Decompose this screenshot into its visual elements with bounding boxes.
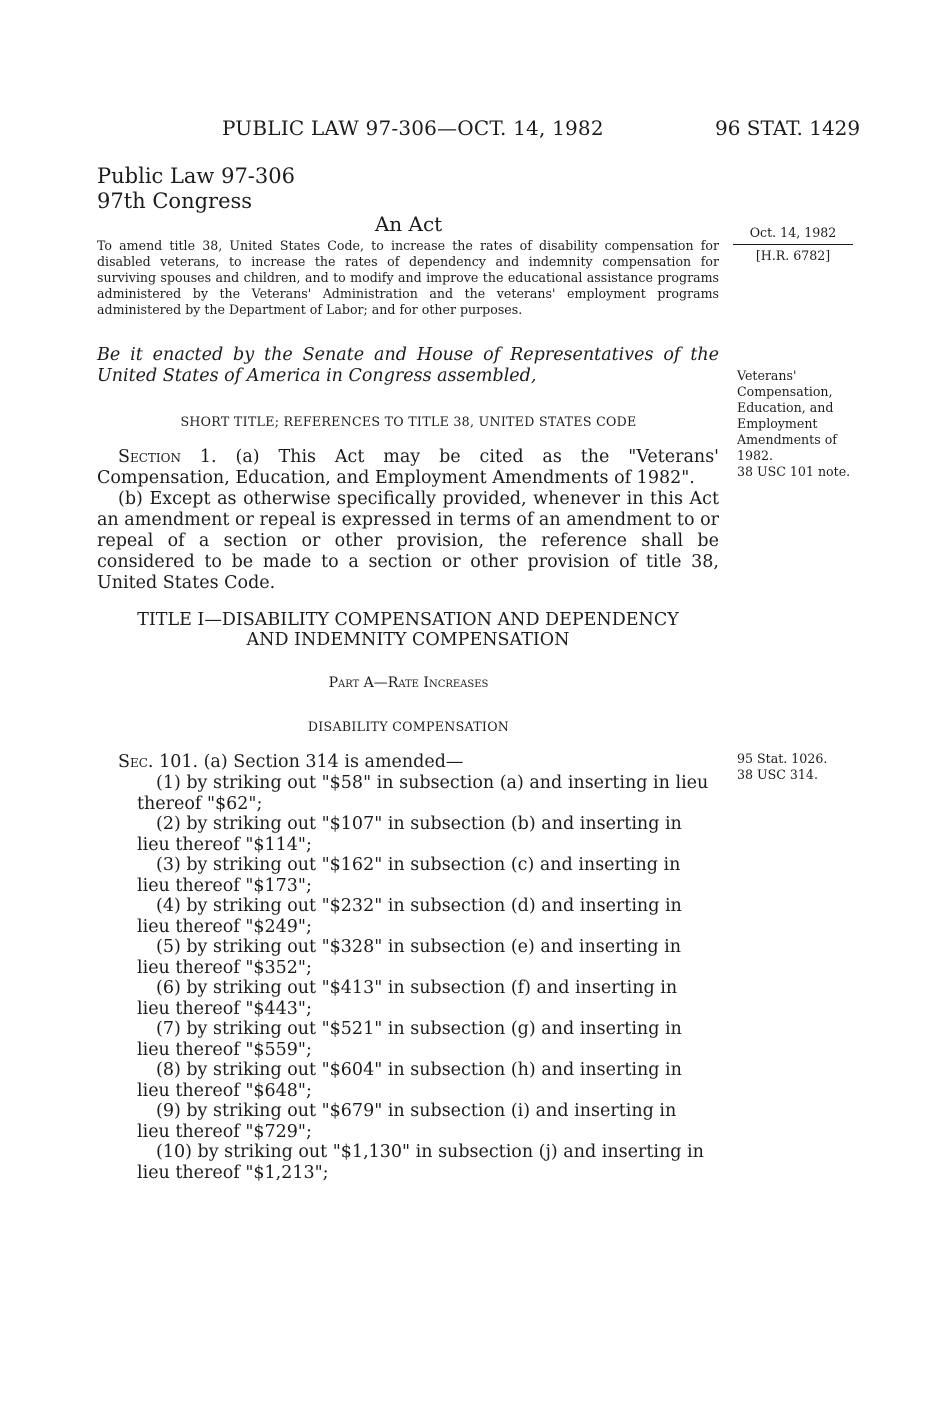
- list-item-line: lieu thereof "$249";: [137, 916, 312, 937]
- list-item-line: (4) by striking out "$232" in subsection (d) and inserting in: [156, 896, 682, 916]
- section-1-a: [97, 447, 719, 489]
- list-item: [97, 814, 719, 855]
- margin-sec101-note: [737, 751, 827, 783]
- part-a-heading: Part A—Rate Increases: [328, 675, 489, 691]
- disability-compensation-heading: DISABILITY COMPENSATION: [307, 719, 510, 734]
- margin-date: Oct. 14, 1982: [749, 225, 837, 240]
- margin-note-line: 95 Stat. 1026.: [737, 751, 828, 766]
- margin-note-line: 38 USC 101 note.: [737, 464, 851, 479]
- title-1-heading: [97, 610, 719, 650]
- list-item-line: (10) by striking out "$1,130" in subsection (j) and inserting in: [156, 1142, 704, 1162]
- list-item-line: lieu thereof "$352";: [137, 957, 312, 978]
- amendment-list: [97, 773, 719, 1183]
- list-item: [97, 773, 719, 814]
- list-item-line: lieu thereof "$443";: [137, 998, 312, 1019]
- list-item-line: (6) by striking out "$413" in subsection (f) and inserting in: [156, 978, 678, 998]
- margin-note-line: Employment: [737, 416, 818, 431]
- list-item-line: (7) by striking out "$521" in subsection (g) and inserting in: [156, 1019, 682, 1039]
- list-item: [97, 896, 719, 937]
- section-101-lead: [97, 752, 719, 773]
- list-item-line: lieu thereof "$1,213";: [137, 1162, 329, 1183]
- margin-date-block: [733, 224, 853, 265]
- margin-note-line: Amendments of: [737, 432, 837, 447]
- list-item: [97, 1101, 719, 1142]
- list-item: [97, 1060, 719, 1101]
- list-item: [97, 855, 719, 896]
- list-item-line: lieu thereof "$114";: [137, 834, 312, 855]
- list-item-line: (1) by striking out "$58" in subsection (a) and inserting in lieu: [156, 773, 709, 793]
- margin-note-line: 38 USC 314.: [737, 767, 818, 782]
- section-1-b: (b) Except as otherwise specifically provided, whenever in this Act an amendment or repeal is expressed in terms of an amendment to or repeal of a section or other provision, the reference shall be considered to be made to a section or other provision of title 38, United States Code.: [97, 489, 719, 593]
- list-item: [97, 1019, 719, 1060]
- enacting-clause: Be it enacted by the Senate and House of Representatives of the United States of America in Congress assembled,: [97, 345, 719, 386]
- act-purpose-text: To amend title 38, United States Code, to increase the rates of disability compensation for disabled veterans, to increase the rates of dependency and indemnity compensation for surviving spouses and children, and to modify and improve the educational assistance programs administered by the Veterans' Administration and the veterans' employment programs administered by the Department of Labor; and for other purposes.: [97, 238, 719, 317]
- act-heading: An Act: [374, 212, 443, 236]
- list-item: [97, 978, 719, 1019]
- list-item-line: lieu thereof "$729";: [137, 1121, 312, 1142]
- section-label: Section: [118, 447, 182, 467]
- title-1-line-1: TITLE I—DISABILITY COMPENSATION AND DEPENDENCY: [137, 610, 679, 630]
- running-header-stat-ref: 96 STAT. 1429: [715, 116, 861, 140]
- list-item: [97, 1142, 719, 1183]
- law-title-block: [97, 164, 295, 214]
- margin-note-line: Veterans': [737, 368, 797, 383]
- list-item-line: lieu thereof "$648";: [137, 1080, 312, 1101]
- section-1-a-text: 1. (a) This Act may be cited as the "Veterans' Compensation, Education, and Employment Amendments of 1982".: [97, 447, 719, 488]
- act-purpose: [97, 238, 719, 318]
- title-1-line-2: AND INDEMNITY COMPENSATION: [246, 630, 570, 650]
- margin-bill-number: [H.R. 6782]: [733, 244, 853, 265]
- list-item-line: lieu thereof "$559";: [137, 1039, 312, 1060]
- list-item-line: (5) by striking out "$328" in subsection (e) and inserting in: [156, 937, 681, 957]
- congress-number: 97th Congress: [97, 189, 253, 213]
- margin-note-line: Compensation,: [737, 384, 833, 399]
- running-header-law-date: PUBLIC LAW 97-306—OCT. 14, 1982: [222, 116, 604, 140]
- list-item-line: (8) by striking out "$604" in subsection (h) and inserting in: [156, 1060, 682, 1080]
- short-title-heading: SHORT TITLE; REFERENCES TO TITLE 38, UNITED STATES CODE: [180, 414, 637, 429]
- list-item-line: (2) by striking out "$107" in subsection (b) and inserting in: [156, 814, 682, 834]
- law-number: Public Law 97-306: [97, 164, 295, 188]
- section-1: [97, 447, 719, 594]
- sec-101-lead-text: 101. (a) Section 314 is amended—: [159, 752, 464, 772]
- list-item-line: (3) by striking out "$162" in subsection (c) and inserting in: [156, 855, 681, 875]
- margin-note-line: Education, and: [737, 400, 834, 415]
- margin-note-line: 1982.: [737, 448, 774, 463]
- list-item-line: (9) by striking out "$679" in subsection (i) and inserting in: [156, 1101, 677, 1121]
- list-item: [97, 937, 719, 978]
- list-item-line: lieu thereof "$173";: [137, 875, 312, 896]
- sec-label: Sec.: [118, 752, 154, 772]
- list-item-line: thereof "$62";: [137, 793, 263, 814]
